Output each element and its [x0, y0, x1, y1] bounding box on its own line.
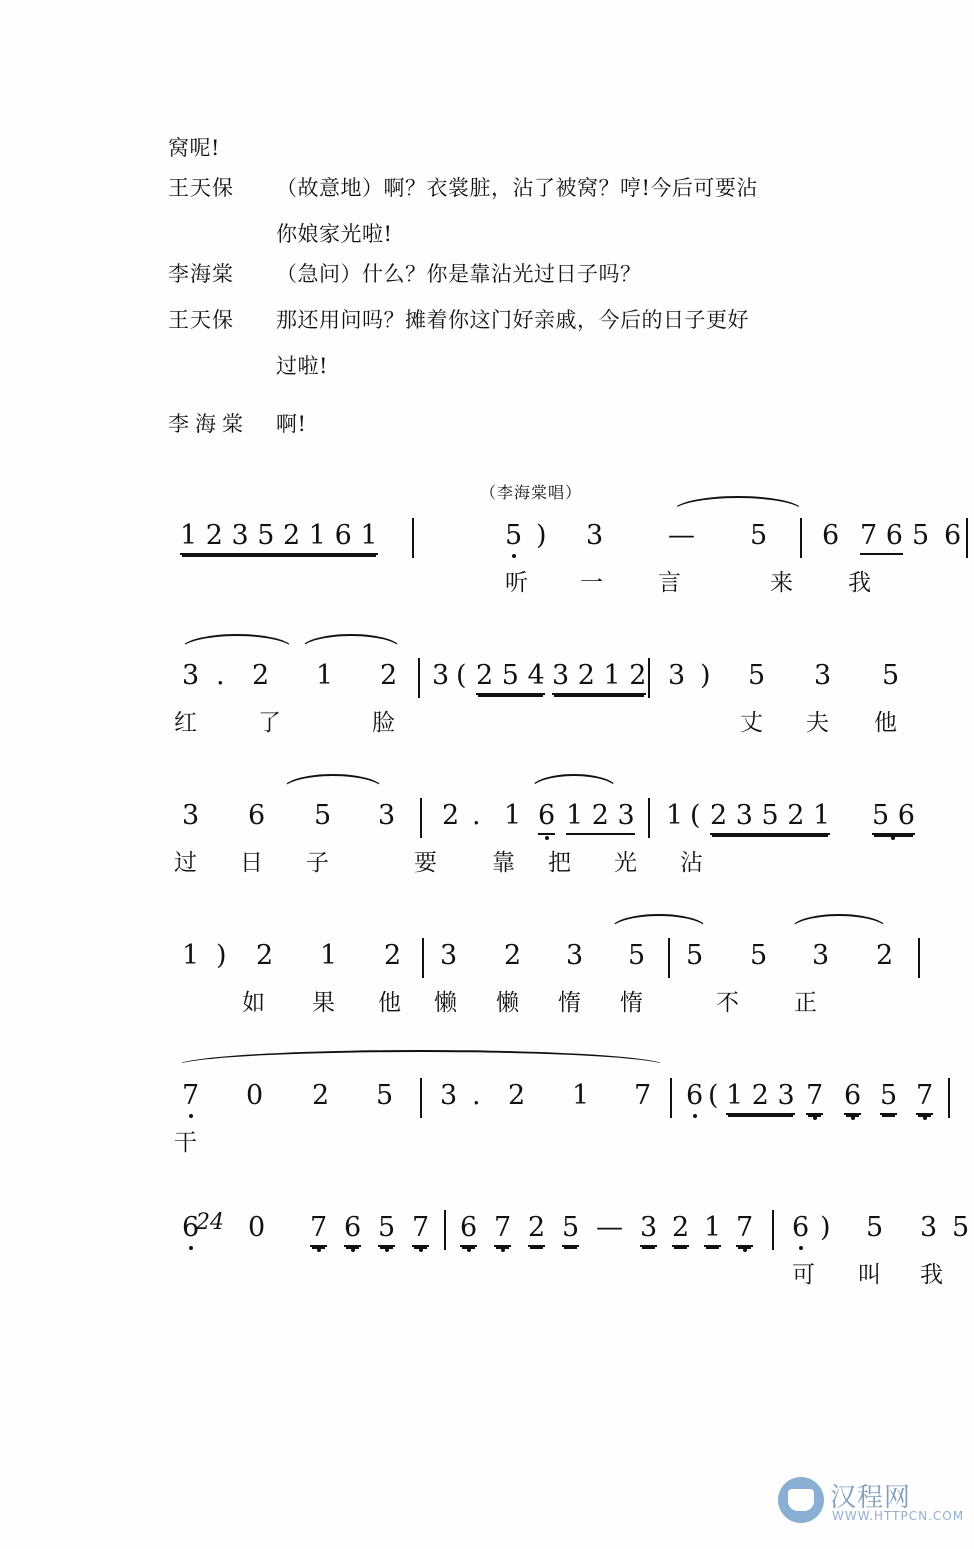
dialogue-text: 啊!: [276, 412, 307, 436]
score-line-6: [0, 1184, 974, 1304]
score-line-2-lyrics: 红 了 脸 丈 夫 他: [174, 710, 897, 736]
dialogue-text: （急问）什么？你是靠沾光过日子吗？: [276, 262, 642, 286]
sing-marker: （李海棠唱）: [480, 483, 583, 502]
score-line-4: [0, 912, 974, 1032]
dialogue-line-1: [168, 168, 888, 208]
score-line-1: [0, 492, 974, 612]
dialogue-block: [168, 128, 888, 450]
score-line-4-notes: 1 ) 2 1 2 3 2 3 5 5 5 3 2: [0, 940, 974, 986]
dialogue-continuation-1: 你娘家光啦!: [276, 222, 393, 246]
dialogue-text: 那还用问吗？摊着你这门好亲戚，今后的日子更好: [276, 308, 749, 332]
dialogue-continuation-0: 窝呢!: [168, 136, 220, 160]
watermark-title: 汉程网: [830, 1483, 912, 1513]
dialogue-text: （故意地）啊？衣裳脏，沾了被窝？哼!今后可要沾: [276, 176, 758, 200]
score-line-4-lyrics: 如 果 他 懒 懒 惰 惰 不 正: [242, 990, 817, 1016]
watermark-subtitle: WWW.HTTPCN.COM: [832, 1509, 965, 1523]
score-line-6-lyrics: 可 叫 我: [792, 1262, 943, 1288]
dialogue-continuation-3: 过啦!: [276, 354, 328, 378]
score-line-5-notes: 7 0 2 5 3 . 2 1 7 6 ( 1 2 3 7 6 5 7: [0, 1080, 974, 1126]
score-line-2-notes: 3 . 2 1 2 3 ( 2 5 4 3 2 1 2 3 ) 5 3 5: [0, 660, 974, 706]
dialogue-speaker: 李海棠: [168, 412, 249, 436]
book-icon: [778, 1477, 824, 1523]
score-line-2: [0, 632, 974, 752]
dialogue-line-2: [168, 254, 888, 294]
score-line-3-lyrics: 过 日 子 要 靠 把 光 沾: [174, 850, 703, 876]
score-line-5: [0, 1052, 974, 1172]
score-line-3-notes: 3 6 5 3 2 . 1 6 1 2 3 1 ( 2 3 5 2 1 5 6: [0, 800, 974, 846]
score-line-3: [0, 772, 974, 892]
page-number: 24: [196, 1210, 224, 1235]
watermark: [778, 1471, 965, 1531]
dialogue-speaker: 王天保: [168, 176, 234, 200]
dialogue-speaker: 李海棠: [168, 262, 234, 286]
dialogue-line-3: [168, 300, 888, 340]
score-line-6-notes: 6 0 7 6 5 7 6 7 2 5 — 3 2 1 7 6 ) 5 3 5: [0, 1212, 974, 1258]
score-line-1-lyrics: 听 一 言 来 我: [505, 570, 871, 596]
numbered-notation-score: [0, 470, 974, 1304]
dialogue-line-4: [168, 404, 888, 444]
score-line-1-notes: 1 2 3 5 2 1 6 1 5 ) 3 — 5 6 7 6 5 6: [0, 520, 974, 566]
dialogue-speaker: 王天保: [168, 308, 234, 332]
score-line-5-lyrics: 干: [174, 1130, 197, 1156]
